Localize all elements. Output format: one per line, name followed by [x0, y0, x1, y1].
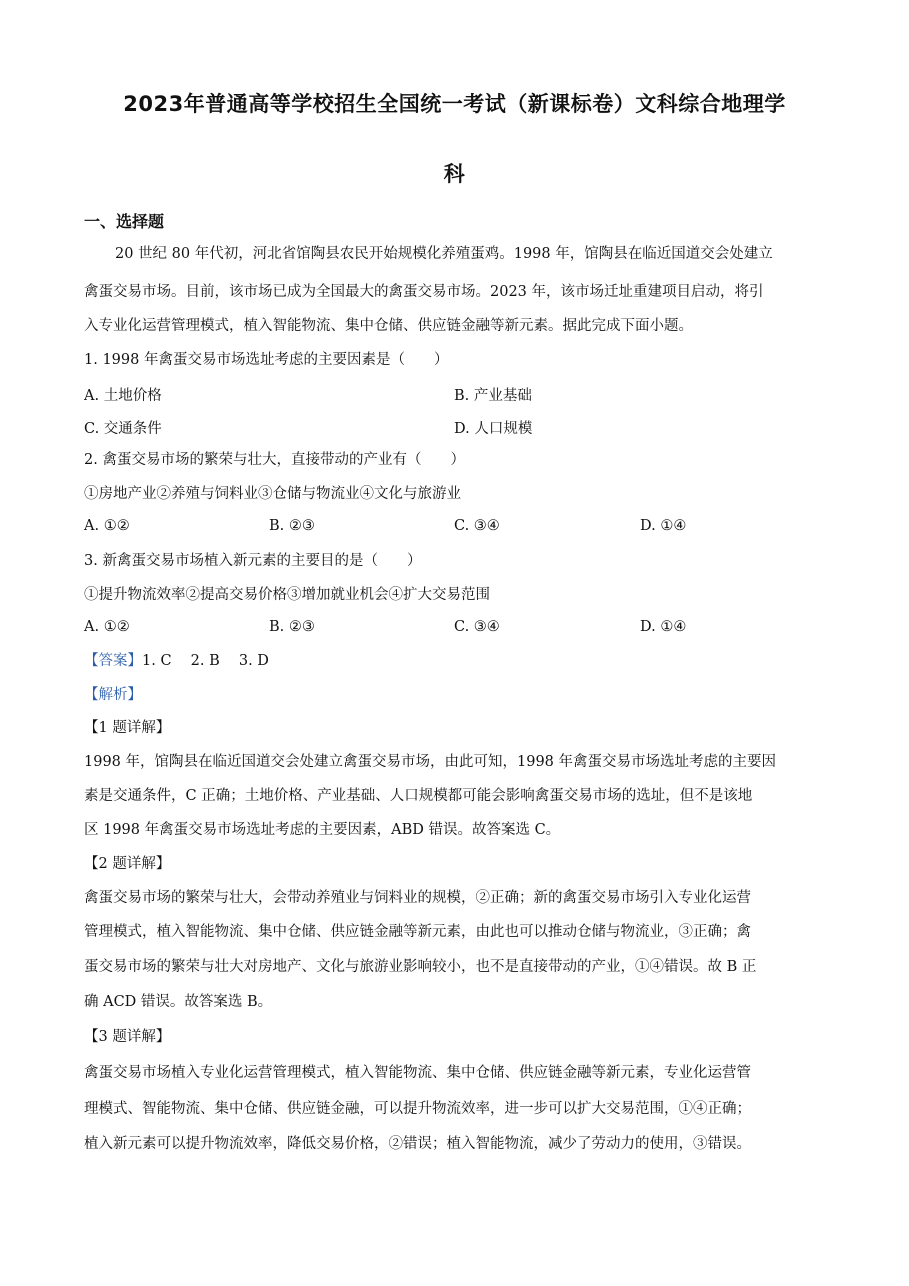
page-title-line1: 2023年普通高等学校招生全国统一考试（新课标卷）文科综合地理学 — [123, 92, 786, 116]
question-3-stem: 3. 新禽蛋交易市场植入新元素的主要目的是（ ） — [84, 553, 422, 569]
answer-label: 【答案】 — [84, 653, 142, 669]
detail-3-line-2: 理模式、智能物流、集中仓储、供应链金融，可以提升物流效率，进一步可以扩大交易范围，①④正确； — [84, 1101, 751, 1117]
passage-line-1: 20 世纪 80 年代初，河北省馆陶县农民开始规模化养殖蛋鸡。1998 年，馆陶县在临近国道交会处建立 — [115, 246, 773, 262]
detail-1-heading: 【1 题详解】 — [84, 720, 171, 736]
detail-2-heading: 【2 题详解】 — [84, 856, 171, 872]
answer-text: 1. C 2. B 3. D — [142, 653, 269, 669]
passage-line-2: 禽蛋交易市场。目前，该市场已成为全国最大的禽蛋交易市场。2023 年，该市场迁址重建项目启动，将引 — [84, 284, 764, 300]
question-2-option-c: C. ③④ — [454, 518, 500, 534]
detail-1-line-1: 1998 年，馆陶县在临近国道交会处建立禽蛋交易市场，由此可知，1998 年禽蛋交易市场选址考虑的主要因 — [84, 754, 777, 770]
question-2-items: ①房地产业②养殖与饲料业③仓储与物流业④文化与旅游业 — [84, 486, 461, 502]
detail-3-line-3: 植入新元素可以提升物流效率，降低交易价格，②错误；植入智能物流，减少了劳动力的使用，③错误。 — [84, 1136, 751, 1152]
question-3-option-b: B. ②③ — [269, 619, 315, 635]
page-title-line2: 科 — [443, 162, 466, 186]
question-1-option-c: C. 交通条件 — [84, 421, 162, 437]
question-2-stem: 2. 禽蛋交易市场的繁荣与壮大，直接带动的产业有（ ） — [84, 452, 465, 468]
question-3-option-c: C. ③④ — [454, 619, 500, 635]
question-1-stem: 1. 1998 年禽蛋交易市场选址考虑的主要因素是（ ） — [84, 352, 449, 368]
question-2-option-a: A. ①② — [84, 518, 130, 534]
detail-2-line-1: 禽蛋交易市场的繁荣与壮大，会带动养殖业与饲料业的规模，②正确；新的禽蛋交易市场引入专业化运营 — [84, 890, 751, 906]
detail-1-line-3: 区 1998 年禽蛋交易市场选址考虑的主要因素，ABD 错误。故答案选 C。 — [84, 822, 561, 838]
detail-2-line-4: 确 ACD 错误。故答案选 B。 — [84, 994, 273, 1010]
section-heading: 一、选择题 — [84, 212, 165, 231]
question-3-option-d: D. ①④ — [640, 619, 687, 635]
detail-3-line-1: 禽蛋交易市场植入专业化运营管理模式，植入智能物流、集中仓储、供应链金融等新元素，专业化运营管 — [84, 1065, 751, 1081]
detail-2-line-3: 蛋交易市场的繁荣与壮大对房地产、文化与旅游业影响较小，也不是直接带动的产业，①④错误。故 B 正 — [84, 959, 757, 975]
question-1-option-d: D. 人口规模 — [454, 421, 533, 437]
detail-2-line-2: 管理模式，植入智能物流、集中仓储、供应链金融等新元素，由此也可以推动仓储与物流业，③正确；禽 — [84, 924, 751, 940]
answer-line — [84, 651, 834, 671]
analysis-label: 【解析】 — [84, 687, 142, 703]
question-2-option-d: D. ①④ — [640, 518, 687, 534]
question-3-items: ①提升物流效率②提高交易价格③增加就业机会④扩大交易范围 — [84, 587, 490, 603]
passage-line-3: 入专业化运营管理模式，植入智能物流、集中仓储、供应链金融等新元素。据此完成下面小题。 — [84, 318, 693, 334]
question-3-option-a: A. ①② — [84, 619, 130, 635]
question-1-option-a: A. 土地价格 — [84, 388, 162, 404]
question-2-option-b: B. ②③ — [269, 518, 315, 534]
detail-1-line-2: 素是交通条件，C 正确；土地价格、产业基础、人口规模都可能会影响禽蛋交易市场的选址，但不是该地 — [84, 788, 753, 804]
question-1-option-b: B. 产业基础 — [454, 388, 532, 404]
detail-3-heading: 【3 题详解】 — [84, 1029, 171, 1045]
